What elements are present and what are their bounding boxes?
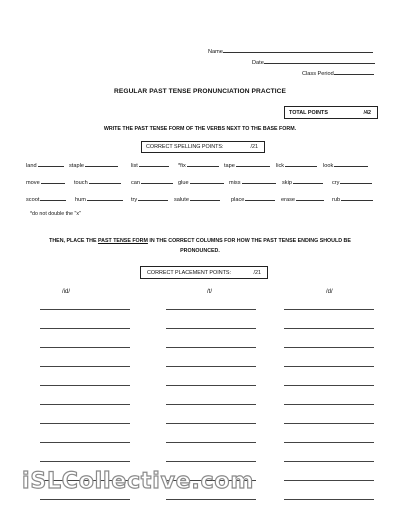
answer-line[interactable] [284, 404, 374, 405]
answer-line[interactable] [284, 347, 374, 348]
verb-item[interactable]: look [323, 161, 368, 169]
placement-points-box: CORRECT PLACEMENT POINTS: /21 [140, 266, 268, 279]
class-period-line[interactable] [334, 69, 374, 75]
answer-line[interactable] [40, 461, 130, 462]
verb-item[interactable]: skip [282, 178, 323, 186]
verb-item[interactable]: place [231, 195, 275, 203]
verb-item[interactable]: rub [332, 195, 373, 203]
name-field[interactable]: Name [208, 47, 373, 55]
verb-item[interactable]: cry [332, 178, 372, 186]
column-header-id: /id/ [62, 289, 71, 295]
answer-line[interactable] [284, 328, 374, 329]
verb-item[interactable]: lick [276, 161, 317, 169]
instruction-placement-line2: PRONOUNCED. [180, 248, 220, 254]
name-line[interactable] [223, 47, 373, 53]
answer-line[interactable] [40, 385, 130, 386]
verb-item[interactable]: can [131, 178, 173, 186]
answer-line[interactable] [40, 404, 130, 405]
verb-item[interactable]: miss [229, 178, 276, 186]
answer-line[interactable] [284, 499, 374, 500]
verb-item[interactable]: list [131, 161, 169, 169]
answer-line[interactable] [40, 366, 130, 367]
verb-item[interactable]: touch [74, 178, 121, 186]
answer-line[interactable] [166, 309, 256, 310]
answer-line[interactable] [284, 480, 374, 481]
verb-item[interactable]: move [26, 178, 65, 186]
answer-line[interactable] [284, 423, 374, 424]
verb-item[interactable]: scoot [26, 195, 66, 203]
verb-item[interactable]: staple [69, 161, 118, 169]
answer-line[interactable] [284, 309, 374, 310]
answer-line[interactable] [166, 328, 256, 329]
answer-line[interactable] [40, 328, 130, 329]
verb-row-2 [26, 178, 376, 186]
verb-row-3 [26, 195, 376, 203]
column-header-t: /t/ [207, 289, 213, 295]
answer-line[interactable] [40, 442, 130, 443]
verb-item[interactable]: hum [75, 195, 123, 203]
answer-line[interactable] [40, 347, 130, 348]
answer-line[interactable] [284, 461, 374, 462]
verb-item[interactable]: tape [224, 161, 270, 169]
answer-line[interactable] [166, 385, 256, 386]
verb-item[interactable]: try [131, 195, 168, 203]
answer-line[interactable] [166, 366, 256, 367]
column-header-d: /d/ [326, 289, 333, 295]
answer-line[interactable] [40, 499, 130, 500]
verb-item[interactable]: salute [174, 195, 220, 203]
spelling-points-box: CORRECT SPELLING POINTS: /21 [141, 141, 265, 153]
verb-row-1 [26, 161, 376, 169]
answer-line[interactable] [284, 366, 374, 367]
verb-item[interactable]: erase [281, 195, 324, 203]
answer-line[interactable] [40, 423, 130, 424]
date-field[interactable]: Date [252, 58, 375, 66]
instruction-spelling: WRITE THE PAST TENSE FORM OF THE VERBS NEXT TO THE BASE FORM. [103, 126, 297, 132]
verb-item[interactable]: land [26, 161, 64, 169]
watermark-logo: iSLCollective.com [22, 469, 255, 494]
instruction-placement: THEN, PLACE THE PAST TENSE FORM IN THE CORRECT COLUMNS FOR HOW THE PAST TENSE ENDING SHOULD BE [49, 238, 351, 244]
answer-line[interactable] [166, 461, 256, 462]
class-period-field[interactable]: Class Period [302, 69, 374, 77]
total-points-box: TOTAL POINTS /42 [284, 106, 378, 119]
note-text: *do not double the "x" [30, 211, 81, 217]
verb-item[interactable]: glue [178, 178, 224, 186]
worksheet-title: REGULAR PAST TENSE PRONUNCIATION PRACTICE [113, 88, 286, 95]
verb-item[interactable]: *fix [178, 161, 219, 169]
date-line[interactable] [264, 58, 375, 64]
answer-line[interactable] [284, 385, 374, 386]
answer-line[interactable] [166, 347, 256, 348]
answer-line[interactable] [284, 442, 374, 443]
answer-line[interactable] [40, 309, 130, 310]
answer-line[interactable] [166, 499, 256, 500]
answer-line[interactable] [166, 442, 256, 443]
answer-line[interactable] [166, 423, 256, 424]
answer-line[interactable] [166, 404, 256, 405]
